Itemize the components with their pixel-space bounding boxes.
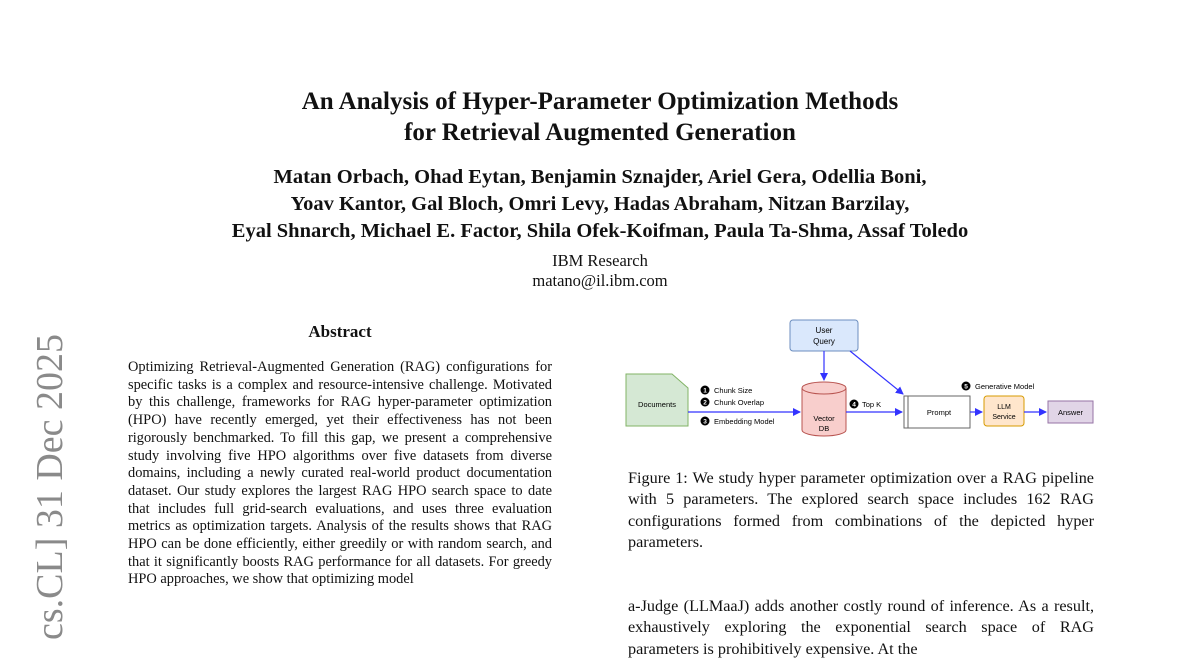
arxiv-stamp-text: cs.CL] 31 Dec 2025 [29,333,71,640]
param-1-label: Chunk Size [714,386,753,395]
vector-db-label-1: Vector [813,414,835,423]
user-query-label-1: User [815,326,833,335]
param-5 [962,382,1035,392]
param-4 [850,400,882,410]
abstract-text: Optimizing Retrieval-Augmented Generation (RAG) configurations for specific tasks is a complex and resource-intensive challenge. Motivated by this challenge, frameworks for RAG hyper-parameter optimization (HPO) have recently emerged, yet their effectiveness has not been rigorously benchmarked. To fill this gap, we present a comprehensive study involving five HPO algorithms over five datasets from diverse domains, including a newly curated real-world product documentation dataset. Our study explores the largest RAG HPO search space to date that includes full grid-search evaluations, and uses three evaluation metrics as optimization targets. Analysis of the results shows that RAG HPO can be done efficiently, either greedily or with random search, and that it significantly boosts RAG performance for all datasets. For greedy HPO approaches, we show that optimizing model [128,359,552,588]
param-3-label: Embedding Model [714,417,775,426]
param-4-number: 4 [852,401,856,409]
vector-db-label-2: DB [818,424,830,433]
arxiv-stamp [18,318,74,648]
author-list [0,164,1200,245]
title-line-2: for Retrieval Augmented Generation [404,119,796,146]
param-3 [701,417,775,427]
param-1-number: 1 [703,387,707,395]
affiliation: IBM Research [552,251,648,270]
documents-label: Documents [638,400,676,409]
param-5-label: Generative Model [975,382,1035,391]
param-2-number: 2 [703,399,707,407]
llm-label-2: Service [992,414,1016,421]
prompt-label: Prompt [926,408,952,417]
authors-line-1: Matan Orbach, Ohad Eytan, Benjamin Sznajder, Ariel Gera, Odellia Boni, [273,166,927,188]
body-text: a-Judge (LLMaaJ) adds another costly round of inference. As a result, exhaustively exploring the exponential search space of RAG parameters is prohibitively expensive. At the [628,597,1094,658]
title-line-1: An Analysis of Hyper-Parameter Optimization Methods [301,88,899,115]
param-2-label: Chunk Overlap [714,398,765,407]
llm-label-1: LLM [997,404,1011,411]
answer-label: Answer [1057,408,1084,417]
user-query-label-2: Query [813,337,835,346]
figure-caption: Figure 1: We study hyper parameter optimization over a RAG pipeline with 5 parameters. The explored search space includes 162 RAG configurations formed from combinations of the depicted hyper parameters. [628,469,1094,551]
param-2 [701,398,765,408]
authors-line-2: Yoav Kantor, Gal Bloch, Omri Levy, Hadas Abraham, Nitzan Barzilay, [290,193,910,215]
paper-title [0,86,1200,148]
email: matano@il.ibm.com [532,271,668,290]
llm-service-box [984,396,1024,426]
authors-line-3: Eyal Shnarch, Michael E. Factor, Shila Ofek-Koifman, Paula Ta-Shma, Assaf Toledo [231,220,969,242]
rag-pipeline-figure [622,316,1098,446]
user-query-box [790,320,858,351]
affiliation-block [0,251,1200,291]
param-4-label: Top K [862,400,882,409]
param-5-number: 5 [964,383,968,391]
param-1 [701,386,753,396]
abstract-heading: Abstract [308,322,372,341]
arrow-query-to-prompt [850,351,903,394]
param-3-number: 3 [703,418,707,426]
